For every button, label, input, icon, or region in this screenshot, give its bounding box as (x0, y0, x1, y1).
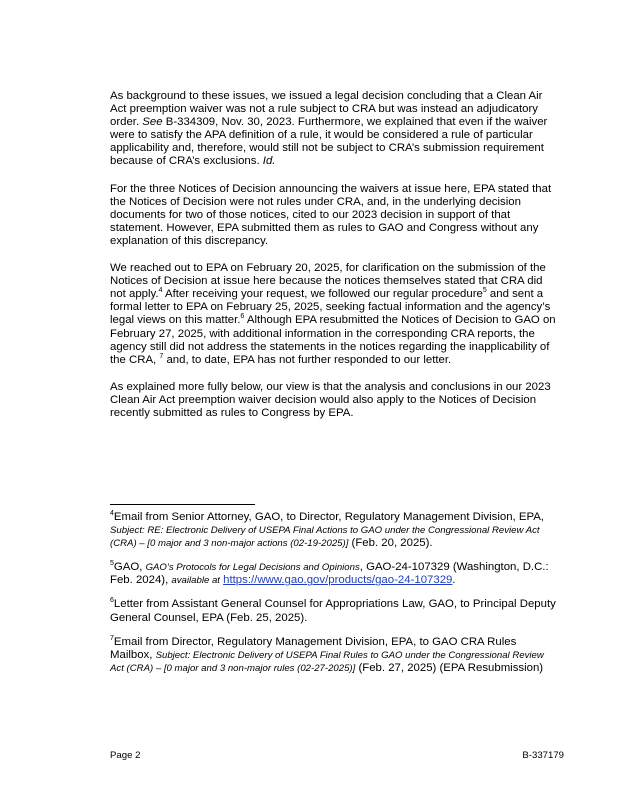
text-run: Although EPA resubmitted the Notices of Decision to GAO on February 27, 2025, with additional information in the corresponding CRA reports, the agency still did not address the statements in the notices regarding the inapplicability of the CRA, (110, 314, 556, 366)
gao-report-link[interactable]: https://www.gao.gov/products/gao-24-107329 (223, 574, 453, 587)
text-run: and, to date, EPA has not further responded to our letter. (163, 353, 452, 366)
text-run: (Feb. 20, 2025). (348, 537, 433, 550)
footnote-ref-6[interactable]: 6 (240, 313, 245, 321)
citation-signal: See (142, 116, 163, 129)
text-run: and sent a formal letter to EPA on February 25, 2025, seeking factual information and the agency’s legal views on this matter. (110, 288, 551, 327)
subject-label: Subject: (155, 649, 191, 661)
text-run: GAO, (113, 561, 146, 574)
text-run: As background to these issues, we issued a legal decision concluding that a Clean Air Act preemption waiver was not a rule subject to CRA but was instead an adjudicatory order. (110, 90, 543, 129)
paragraph-outreach (110, 262, 558, 367)
text-run: , GAO-24-107329 (Washington, D.C.: Feb. 2024), (110, 561, 549, 587)
publication-title: GAO’s Protocols for Legal Decisions and Opinions (145, 562, 360, 574)
footnote-7 (110, 636, 558, 675)
subject-label: Subject: (110, 525, 145, 537)
text-run: After receiving your request, we followed our regular procedure (162, 288, 483, 301)
text-run: (Feb. 27, 2025) (EPA Resubmission) (355, 661, 544, 674)
email-subject: Electronic Delivery of USEPA Final Rules to GAO under the Congressional Review Act (CRA) – [0 major and 3 non-major rules (02-27-2025)] (110, 649, 544, 674)
footnote-ref-5[interactable]: 5 (482, 287, 487, 295)
email-subject: RE: Electronic Delivery of USEPA Final Actions to GAO under the Congressional Review Act (CRA) – [0 major and 3 non-major actions (02-19-2025)] (110, 525, 540, 550)
text-run: Letter from Assistant General Counsel for Appropriations Law, GAO, to Principal Deputy General Counsel, EPA (Feb. 25, 2025). (110, 598, 556, 624)
footnotes (110, 511, 558, 686)
footnote-ref-7[interactable]: 7 (159, 352, 164, 360)
body-text (110, 90, 558, 433)
citation-signal: Id. (262, 155, 276, 168)
footnote-number: 5 (110, 560, 114, 568)
text-run: . (452, 574, 456, 587)
document-number: B-337179 (522, 750, 564, 761)
footnote-4 (110, 511, 558, 550)
footnote-number: 7 (110, 634, 114, 642)
footnote-6 (110, 598, 558, 624)
text-run: We reached out to EPA on February 20, 2025, for clarification on the submission of the Notices of Decision at issue here because the notices themselves stated that CRA did not apply. (110, 262, 546, 301)
text-run: Email from Senior Attorney, GAO, to Director, Regulatory Management Division, EPA, (113, 511, 544, 523)
paragraph-notices: For the three Notices of Decision announcing the waivers at issue here, EPA stated that the Notices of Decision were not rules under CRA, and, in the underlying decision documents for two of those notices, cited to our 2023 decision in support of that statement. However, EPA submitted them as rules to GAO and Congress without any explanation of this discrepancy. (110, 182, 552, 247)
footnote-ref-4[interactable]: 4 (158, 287, 163, 295)
footnote-number: 6 (110, 597, 114, 605)
available-at-label: available at (171, 575, 220, 587)
footnote-divider (110, 504, 255, 505)
footnote-5 (110, 561, 558, 587)
paragraph-conclusion: As explained more fully below, our view is that the analysis and conclusions in our 2023 Clean Air Act preemption waiver decision would also apply to the Notices of Decision recently submitted as rules to Congress by EPA. (110, 380, 551, 419)
page-number: Page 2 (110, 750, 141, 761)
paragraph-background (110, 90, 558, 169)
text-run: B-334309, Nov. 30, 2023. Furthermore, we explained that even if the waiver were to satisfy the APA definition of a rule, it would be considered a rule of particular applicability and, therefore, would still not be subject to CRA’s submission requirement because of CRA’s exclusions. (110, 116, 548, 168)
footnote-number: 4 (110, 510, 114, 518)
text-run: Email from Director, Regulatory Management Division, EPA, to GAO CRA Rules Mailbox, (110, 635, 517, 661)
